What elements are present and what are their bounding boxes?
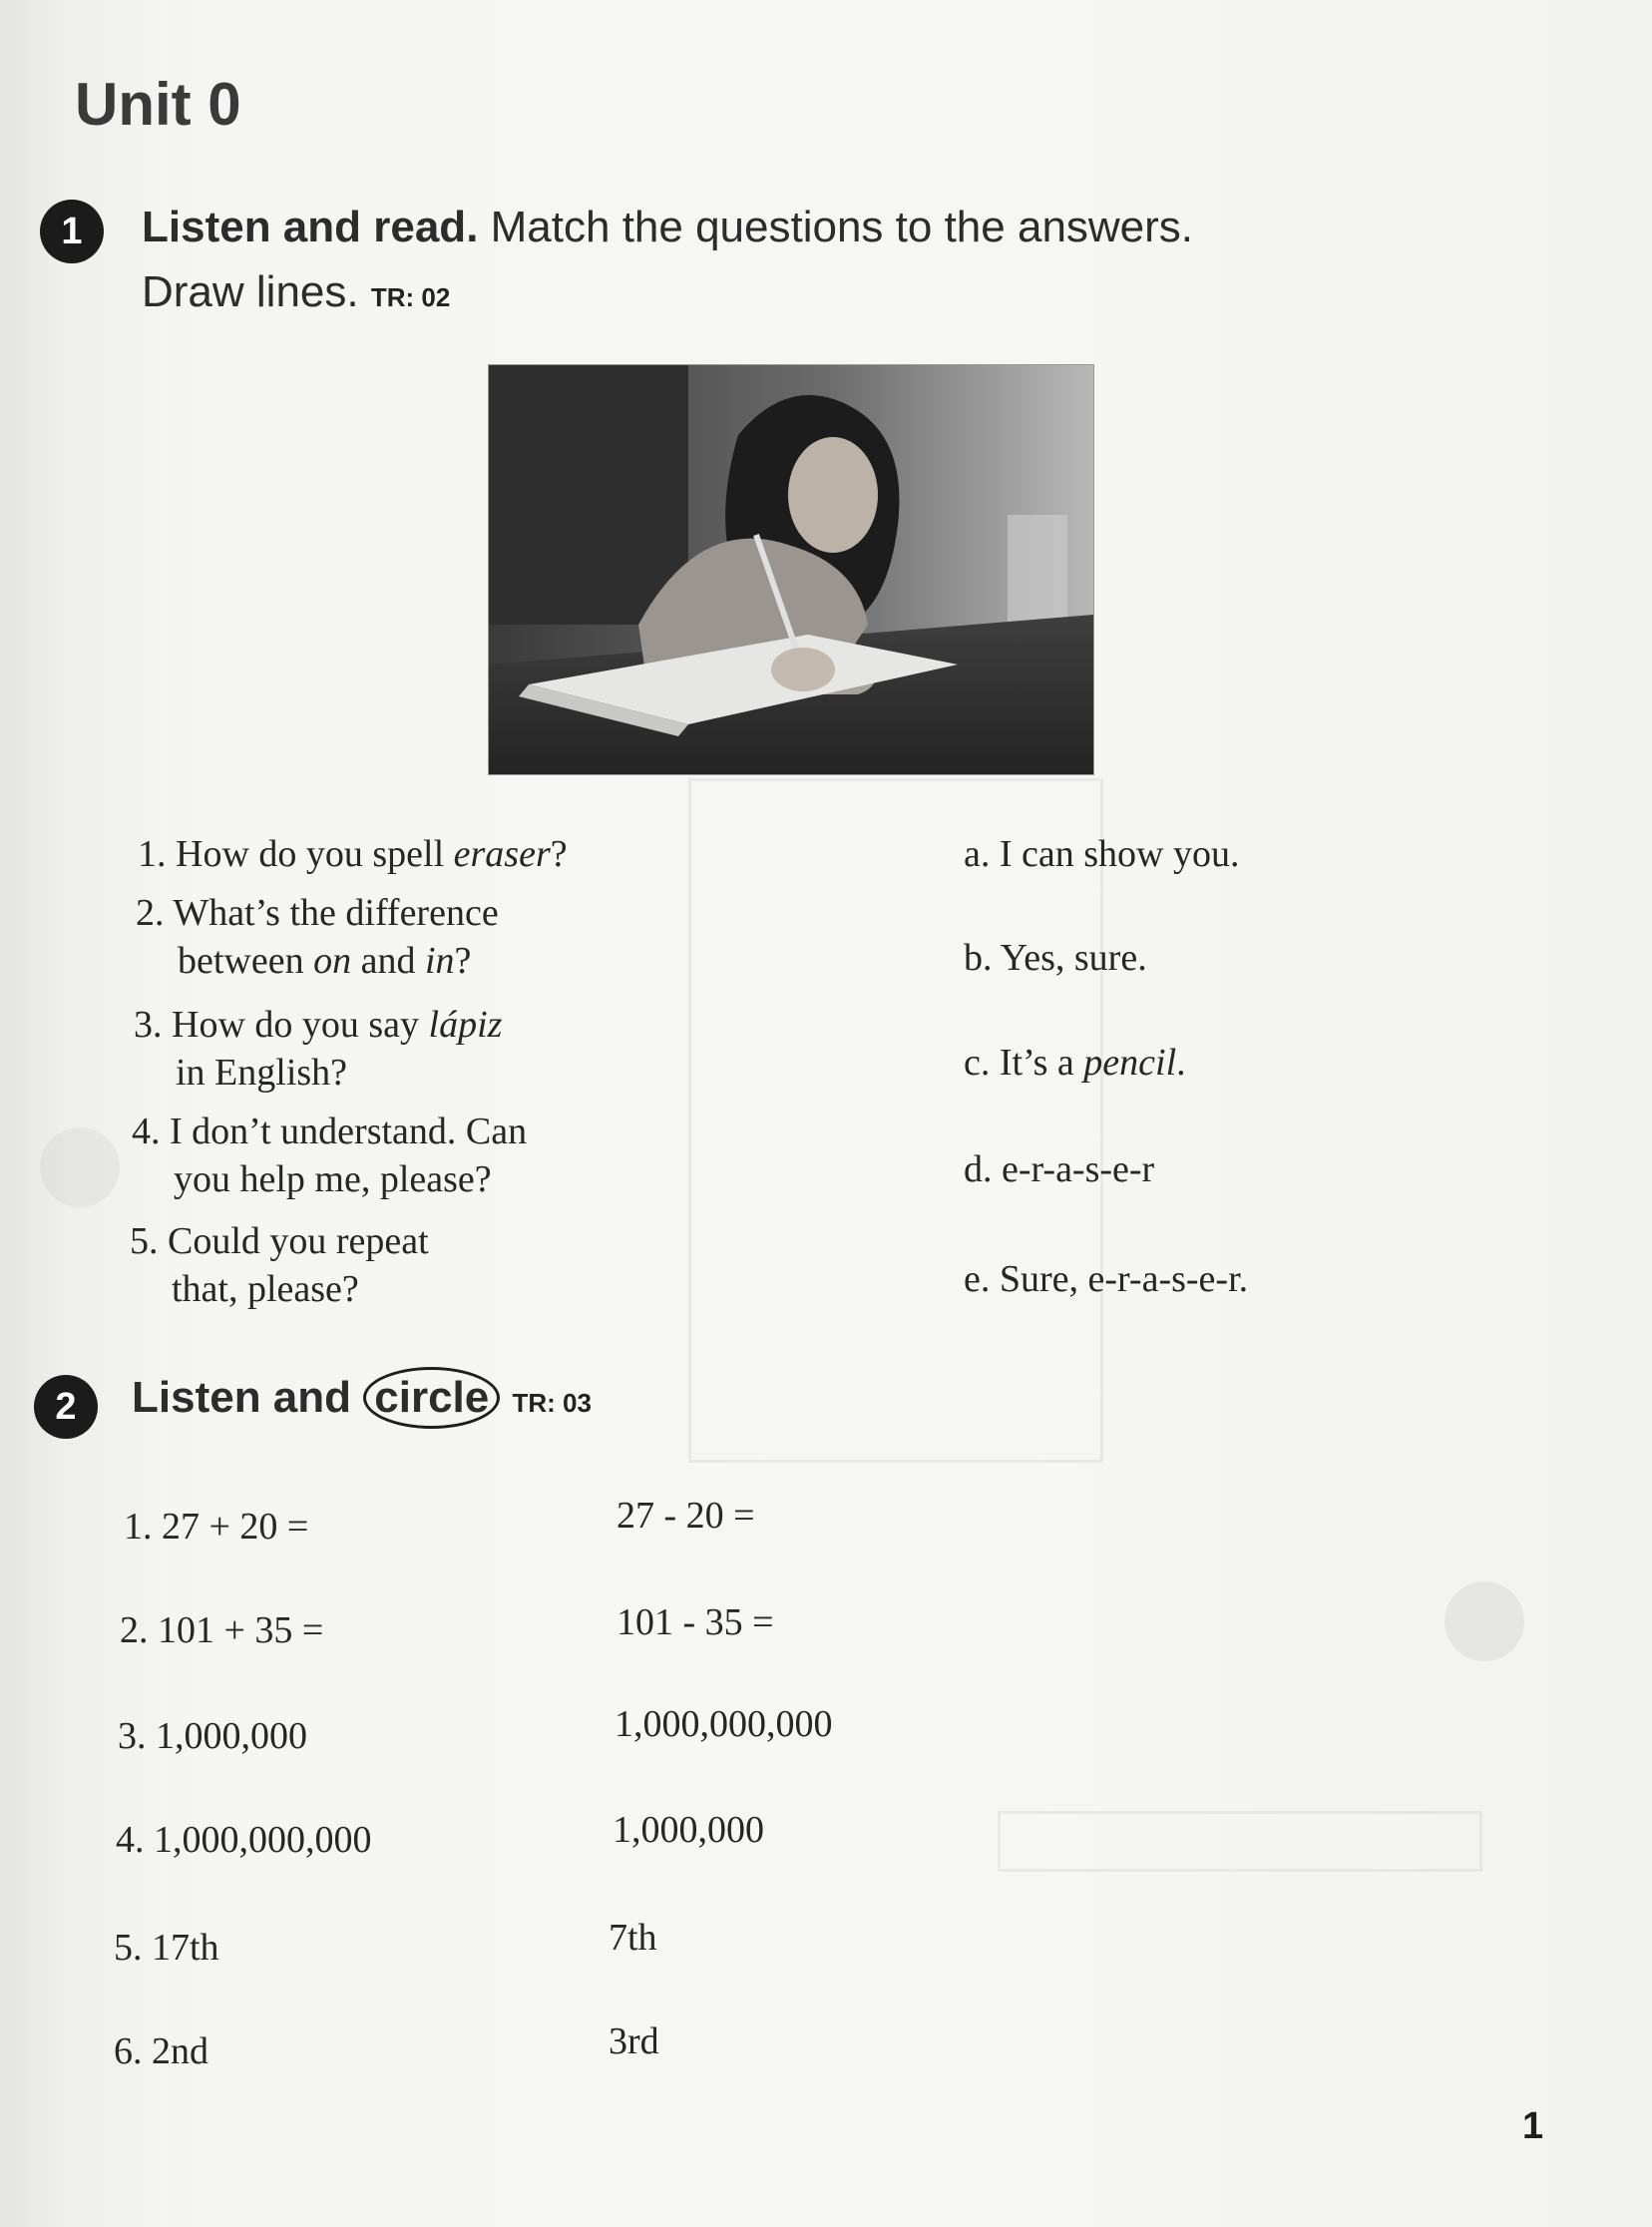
question-number: 1. xyxy=(138,833,167,875)
show-through-grid xyxy=(688,778,1103,1463)
question-text: I don’t understand. Can xyxy=(170,1111,528,1152)
answer-text: c. It’s a xyxy=(964,1042,1084,1084)
show-through-circle-2 xyxy=(40,1127,120,1207)
question-text-line2: you help me, please? xyxy=(174,1158,492,1200)
answer-d: d. e-r-a-s-e-r xyxy=(964,1148,1155,1190)
answer-b: b. Yes, sure. xyxy=(964,937,1147,979)
question-italic-word: lápiz xyxy=(428,1004,503,1046)
question-number: 2. xyxy=(136,892,165,934)
answer-c xyxy=(964,1041,1186,1085)
answer-e: e. Sure, e-r-a-s-e-r. xyxy=(964,1258,1249,1300)
question-italic-word: on xyxy=(313,940,352,982)
question-4 xyxy=(132,1108,527,1203)
question-punct: ? xyxy=(550,833,568,875)
exercise-1-instruction-line2 xyxy=(142,267,450,317)
question-text: Could you repeat xyxy=(168,1220,429,1262)
question-text-line2: between xyxy=(178,940,314,982)
question-punct: ? xyxy=(454,940,472,982)
question-3 xyxy=(134,1001,502,1097)
exercise-2-track-label: TR: 03 xyxy=(512,1388,592,1418)
exercise-1-instruction-draw-lines: Draw lines. xyxy=(142,267,359,316)
question-text-mid: and xyxy=(351,940,425,982)
question-italic-word: eraser xyxy=(453,833,551,875)
exercise-2-number-badge: 2 xyxy=(34,1375,98,1439)
page-number: 1 xyxy=(1522,2105,1544,2147)
girl-writing-photo xyxy=(489,365,1093,774)
ex2-row-4-right: 1,000,000 xyxy=(613,1809,764,1851)
question-number: 3. xyxy=(134,1004,163,1046)
question-2 xyxy=(136,889,499,985)
ex2-row-2-left: 2. 101 + 35 = xyxy=(120,1609,324,1651)
ex2-row-6-right: 3rd xyxy=(609,2020,659,2062)
ex2-row-1-left: 1. 27 + 20 = xyxy=(124,1506,309,1548)
exercise-2-instruction-bold: Listen and xyxy=(132,1373,352,1422)
question-text: What’s the difference xyxy=(173,892,499,934)
answer-italic-word: pencil xyxy=(1083,1042,1177,1084)
exercise-1-instruction-bold: Listen and read. xyxy=(142,203,479,251)
exercise-1-number-badge: 1 xyxy=(40,200,104,263)
photo-illustration xyxy=(489,365,1093,774)
ex2-row-1-right: 27 - 20 = xyxy=(617,1495,755,1537)
exercise-2-instruction xyxy=(132,1367,592,1429)
question-text-line2: that, please? xyxy=(172,1268,359,1310)
question-1 xyxy=(138,830,568,878)
ex2-row-5-left: 5. 17th xyxy=(114,1927,219,1969)
question-italic-word: in xyxy=(424,940,455,982)
exercise-1-track-label: TR: 02 xyxy=(370,282,451,312)
question-text-line2: in English? xyxy=(176,1052,348,1094)
answer-a: a. I can show you. xyxy=(964,833,1240,875)
question-text: How do you spell xyxy=(176,833,454,875)
ex2-row-2-right: 101 - 35 = xyxy=(617,1601,774,1643)
question-number: 5. xyxy=(130,1220,159,1262)
question-5 xyxy=(130,1217,429,1313)
show-through-grid-row xyxy=(998,1811,1482,1872)
exercise-1-instruction-rest: Match the questions to the answers. xyxy=(478,203,1194,251)
ex2-row-3-left: 3. 1,000,000 xyxy=(118,1715,307,1757)
ex2-row-4-left: 4. 1,000,000,000 xyxy=(116,1819,372,1861)
question-number: 4. xyxy=(132,1111,161,1152)
page-title: Unit 0 xyxy=(75,71,241,138)
ex2-row-6-left: 6. 2nd xyxy=(114,2030,208,2072)
show-through-circle xyxy=(1445,1581,1524,1661)
ex2-row-5-right: 7th xyxy=(609,1917,657,1959)
question-text: How do you say xyxy=(172,1004,429,1046)
exercise-1-instruction xyxy=(142,203,1193,252)
answer-punct: . xyxy=(1176,1042,1186,1084)
exercise-2-circled-word: circle xyxy=(363,1367,500,1429)
ex2-row-3-right: 1,000,000,000 xyxy=(615,1703,833,1745)
